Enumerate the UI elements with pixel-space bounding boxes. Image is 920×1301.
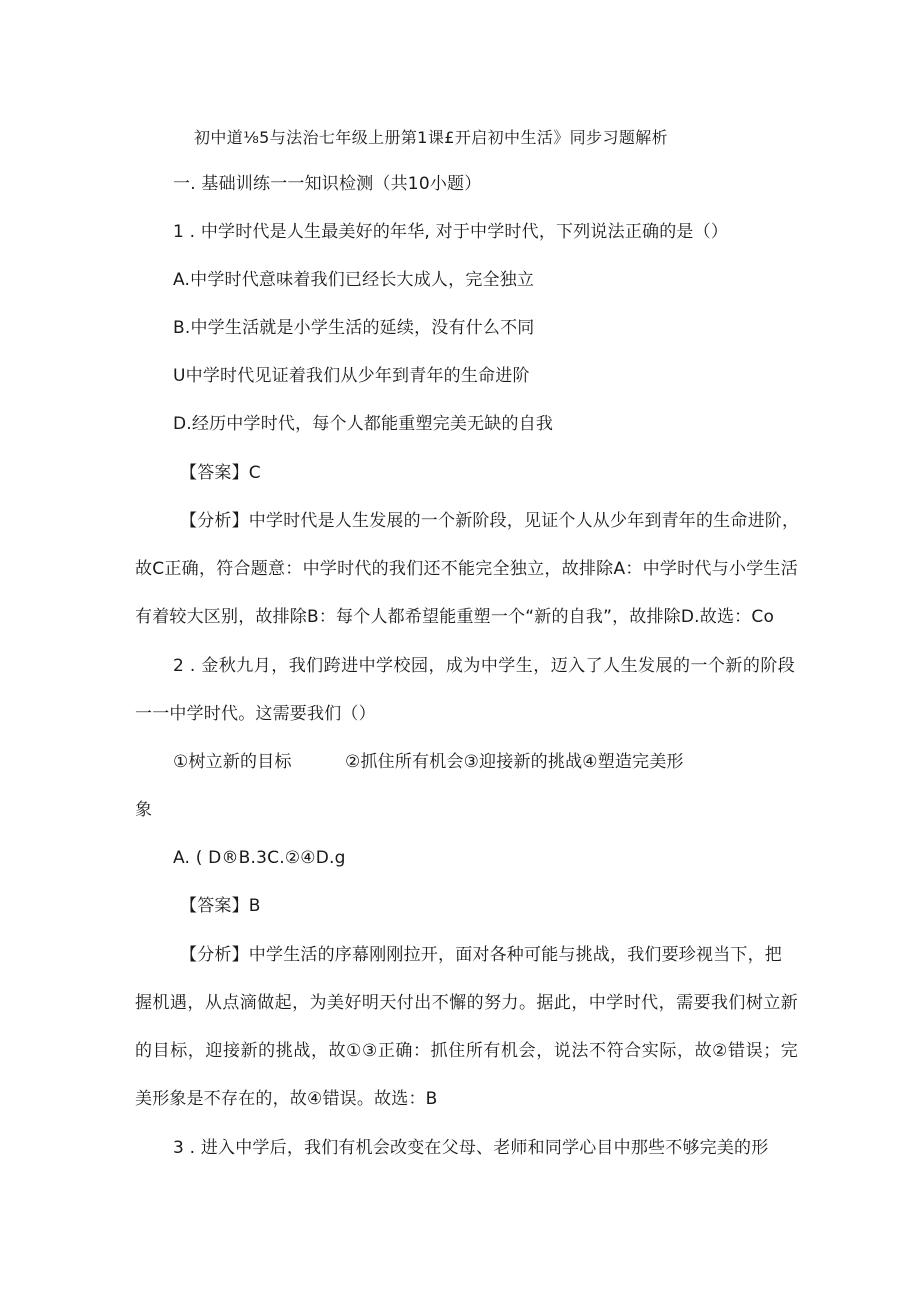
question-2-analysis-line-4: 美形象是不存在的，故④错误。故选：B: [135, 1089, 438, 1109]
question-3-stem-line-1: 3 . 进入中学后，我们有机会改变在父母、老师和同学心目中那些不够完美的形: [173, 1138, 769, 1158]
question-2-stem-line-1: 2 . 金秋九月，我们跨进中学校园，成为中学生，迈入了人生发展的一个新的阶段: [173, 656, 795, 676]
question-2-analysis-line-2: 握机遇，从点滴做起，为美好明天付出不懈的努力。据此，中学时代，需要我们树立新: [135, 993, 798, 1013]
question-1-option-b: B.中学生活就是小学生活的延续，没有什么不同: [173, 318, 535, 338]
section-heading: 一. 基础训练一一知识检测（共10小题）: [173, 174, 482, 194]
document-title: 初中道⅛5与法治七年级上册第1课£开启初中生活》同步习题解析: [194, 128, 669, 147]
question-1-option-d: D.经历中学时代，每个人都能重塑完美无缺的自我: [173, 414, 554, 434]
question-2-analysis-line-1: 【分析】中学生活的序幕刚刚拉开，面对各种可能与挑战，我们要珍视当下，把: [180, 945, 782, 965]
question-1-option-c: U中学时代见证着我们从少年到青年的生命进阶: [173, 366, 530, 386]
question-1-option-a: A.中学时代意味着我们已经长大成人，完全独立: [173, 270, 535, 290]
question-2-items-part-3: 象: [135, 800, 153, 820]
question-2-items-part-2: ②抓住所有机会③迎接新的挑战④塑造完美形: [345, 752, 684, 772]
question-1-stem: 1 . 中学时代是人生最美好的年华, 对于中学时代，下列说法正确的是（）: [173, 222, 729, 242]
question-2-stem-line-2: 一一中学时代。这需要我们（）: [135, 704, 376, 724]
question-1-analysis-line-2: 故C正确，符合题意：中学时代的我们还不能完全独立，故排除A：中学时代与小学生活: [135, 559, 798, 579]
question-1-answer: 【答案】C: [180, 463, 261, 483]
question-2-answer: 【答案】B: [180, 896, 261, 916]
question-1-analysis-line-1: 【分析】中学时代是人生发展的一个新阶段，见证个人从少年到青年的生命进阶，: [180, 511, 800, 531]
question-1-analysis-line-3: 有着较大区别，故排除B：每个人都希望能重塑一个“新的自我”，故排除D.故选：Co: [135, 607, 775, 627]
question-2-items-part-1: ①树立新的目标: [173, 752, 292, 772]
question-2-options: A. ( D®B.3C.②④D.g: [173, 848, 346, 868]
question-2-analysis-line-3: 的目标，迎接新的挑战，故①③正确：抓住所有机会，说法不符合实际，故②错误；完: [135, 1041, 798, 1061]
